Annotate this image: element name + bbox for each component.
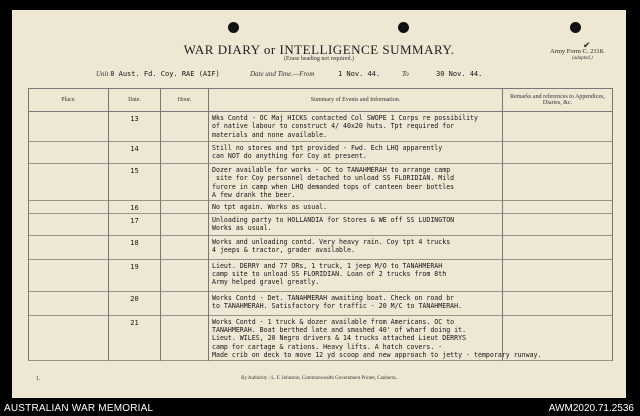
table-row xyxy=(29,112,613,142)
summary-line: 4 jeeps & tractor, grader available. xyxy=(212,246,355,255)
date-cell: 17 xyxy=(109,213,161,235)
summary-line: Unloading party to HOLLANDIA for Stores & WE off SS LUDINGTON xyxy=(212,215,455,224)
summary-line: Army helped gravel greatly. xyxy=(212,278,320,287)
place-cell xyxy=(29,235,109,259)
hour-column-header: Hour. xyxy=(161,89,209,112)
page-number: 1. xyxy=(36,376,41,382)
summary-line: TANAHMERAH. Boat berthed late and smashed 40' of wharf doing it. xyxy=(212,326,467,335)
summary-line: No tpt again. Works as usual. xyxy=(212,202,328,211)
summary-line: materials and none available. xyxy=(212,130,328,139)
hour-cell xyxy=(161,112,209,142)
remarks-cell xyxy=(503,200,613,213)
remarks-cell xyxy=(503,142,613,164)
table-row xyxy=(29,200,613,213)
hour-cell xyxy=(161,259,209,291)
diary-table xyxy=(28,88,613,361)
remarks-cell xyxy=(503,112,613,142)
printer-authority: By Authority : L. F. Johnston, Commonwealth Government Printer, Canberra. xyxy=(241,376,397,381)
summary-cell xyxy=(209,315,542,360)
summary-line: can NOT do anything for Coy at present. xyxy=(212,152,367,161)
summary-cell xyxy=(209,291,503,315)
summary-column-header: Summary of Events and Information. xyxy=(209,89,503,112)
summary-line: Works Contd - Det. TANAHMERAH awaiting boat. Check on road br xyxy=(212,293,455,302)
place-cell xyxy=(29,112,109,142)
hour-cell xyxy=(161,213,209,235)
date-cell: 14 xyxy=(109,142,161,164)
place-cell xyxy=(29,213,109,235)
erase-note: (Erase heading not required.) xyxy=(284,56,354,62)
remarks-column-header: Remarks and references to Appendices, Diaries, &c. xyxy=(503,89,613,112)
date-cell: 19 xyxy=(109,259,161,291)
summary-line: Works Contd - 1 truck & dozer available from Americans. OC to xyxy=(212,317,455,326)
summary-cell xyxy=(209,235,503,259)
table-row xyxy=(29,259,613,291)
date-cell: 21 xyxy=(109,315,161,360)
date-cell: 18 xyxy=(109,235,161,259)
checkmark-icon: ✔ xyxy=(583,40,591,50)
form-title: WAR DIARY or INTELLIGENCE SUMMARY. xyxy=(183,42,455,57)
place-column-header: Place. xyxy=(29,89,109,112)
unit-value: 8 Aust. Fd. Coy. RAE (AIF) xyxy=(110,70,220,78)
accession-number: AWM2020.71.2536 xyxy=(548,403,634,414)
diary-sheet xyxy=(12,10,626,398)
remarks-cell xyxy=(503,259,613,291)
date-cell: 15 xyxy=(109,164,161,201)
summary-line: to TANAHMERAH. Satisfactory for traffic - 20 M/C to TANAHMERAH. xyxy=(212,302,463,311)
table-row xyxy=(29,213,613,235)
summary-cell xyxy=(209,112,503,142)
date-column-header: Date. xyxy=(109,89,161,112)
adapted-note: (adapted.) xyxy=(572,56,593,61)
date-cell: 13 xyxy=(109,112,161,142)
hour-cell xyxy=(161,291,209,315)
place-cell xyxy=(29,200,109,213)
table-row xyxy=(29,164,613,201)
to-label: To xyxy=(402,70,409,78)
place-cell xyxy=(29,142,109,164)
summary-line: Made crib on deck to move 12 yd scoop and new approach to jetty - temporary runway. xyxy=(212,351,542,360)
summary-line: Wks Contd - OC Maj HICKS contacted Col SWOPE 1 Corps re possibility xyxy=(212,114,478,122)
summary-cell xyxy=(209,213,503,235)
punch-hole xyxy=(570,22,581,33)
summary-line: site for Coy personnel detached to unload SS FLORIDIAN. Mild xyxy=(212,174,455,183)
table-row xyxy=(29,235,613,259)
from-date: 1 Nov. 44. xyxy=(338,70,381,78)
summary-line: camp for cartage & rations. Heavy lifts. A hatch covers. - xyxy=(212,342,443,351)
place-cell xyxy=(29,315,109,360)
archive-name: AUSTRALIAN WAR MEMORIAL xyxy=(4,403,154,414)
hour-cell xyxy=(161,315,209,360)
table-header-row xyxy=(29,89,613,112)
summary-line: Still no stores and tpt provided - Fwd. Ech LHQ apparently xyxy=(212,144,443,152)
summary-cell xyxy=(209,164,503,201)
hour-cell xyxy=(161,200,209,213)
summary-line: Works as usual. xyxy=(212,224,272,233)
place-cell xyxy=(29,164,109,201)
date-cell: 16 xyxy=(109,200,161,213)
summary-line: Works and unloading contd. Very heavy rain. Coy tpt 4 trucks xyxy=(212,237,451,246)
punch-hole xyxy=(398,22,409,33)
unit-line xyxy=(96,70,220,78)
unit-label: Unit xyxy=(96,70,109,78)
date-time-label: Date and Time.—From xyxy=(250,70,315,78)
table-row xyxy=(29,291,613,315)
summary-cell xyxy=(209,200,503,213)
table-row xyxy=(29,315,613,360)
summary-line: of native labour to construct 4/ 40x20 huts. Tpt required for xyxy=(212,122,455,131)
place-cell xyxy=(29,259,109,291)
summary-line: Lieut. DERRY and 77 ORs, 1 truck, 1 jeep M/O to TANAHMERAH xyxy=(212,261,443,270)
summary-cell xyxy=(209,142,503,164)
to-date: 30 Nov. 44. xyxy=(436,70,483,78)
army-form-number: Army Form C. 2118. xyxy=(550,48,605,55)
summary-line: camp site to unload SS FLORIDIAN. Loan of 2 trucks from 8th xyxy=(212,270,447,279)
place-cell xyxy=(29,291,109,315)
summary-cell xyxy=(209,259,503,291)
table-row xyxy=(29,142,613,164)
summary-line: Dozer available for works - OC to TANAHMERAH to arrange camp xyxy=(212,166,451,174)
remarks-cell xyxy=(503,291,613,315)
summary-line: A few drank the beer. xyxy=(212,191,296,200)
punch-hole xyxy=(228,22,239,33)
hour-cell xyxy=(161,164,209,201)
date-time-line xyxy=(250,70,315,78)
summary-line: Lieut. WILES, 20 Negro drivers & 14 trucks attached Lieut DERRYS xyxy=(212,334,467,343)
remarks-cell xyxy=(503,213,613,235)
hour-cell xyxy=(161,235,209,259)
hour-cell xyxy=(161,142,209,164)
date-cell: 20 xyxy=(109,291,161,315)
remarks-cell xyxy=(503,235,613,259)
remarks-cell xyxy=(503,164,613,201)
summary-line: furore in camp when LHQ demanded tops of canteen beer bottles xyxy=(212,182,455,191)
